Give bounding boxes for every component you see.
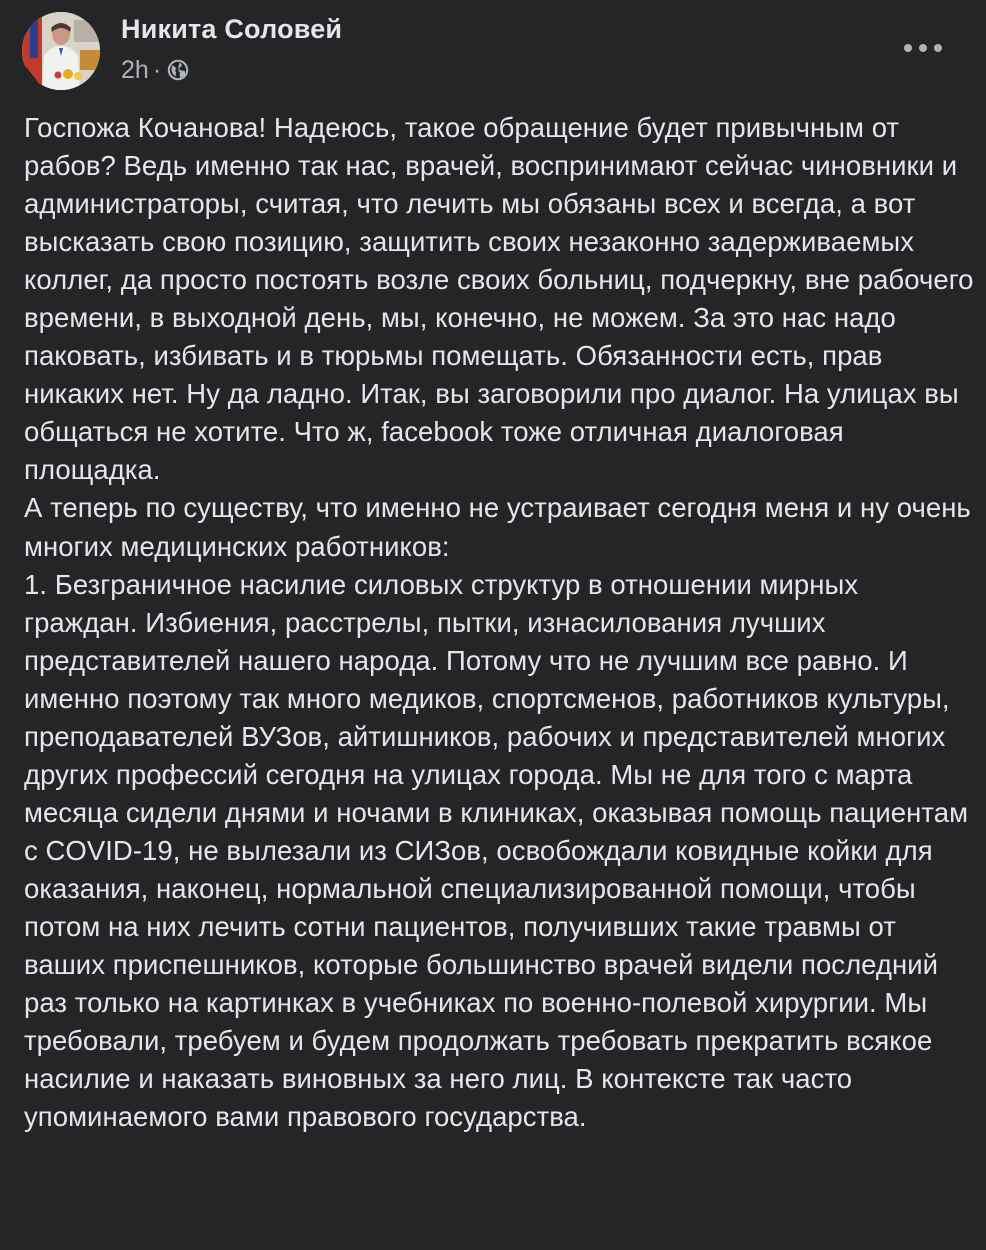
- author-avatar[interactable]: [22, 12, 100, 90]
- post-text: [24, 109, 974, 1136]
- globe-icon[interactable]: [167, 59, 189, 81]
- post-paragraph: А теперь по существу, что именно не устраивает сегодня меня и ну очень многих медицинских работников:: [24, 492, 971, 562]
- more-horizontal-icon: [903, 43, 943, 53]
- author-name[interactable]: Никита Соловей: [121, 14, 343, 44]
- avatar-photo-icon: [22, 12, 100, 90]
- post-meta: [121, 55, 189, 85]
- post-paragraph: Госпожа Кочанова! Надеюсь, такое обращение будет привычным от рабов? Ведь именно так нас, врачей, воспринимают сейчас чиновники и администраторы, считая, что лечить мы обязаны всех и всегда, а вот высказать свою позицию, защитить своих незаконно задерживаемых коллег, да просто постоять возле своих больниц, подчеркну, вне рабочего времени, в выходной день, мы, конечно, не можем. За это нас надо паковать, избивать и в тюрьмы помещать. Обязанности есть, прав никаких нет. Ну да ладно. Итак, вы заговорили про диалог. На улицах вы общаться не хотите. Что ж, facebook тоже отличная диалоговая площадка.: [24, 112, 974, 486]
- more-options-button[interactable]: [898, 30, 948, 66]
- meta-separator: ·: [152, 55, 162, 84]
- post-header: [0, 0, 986, 100]
- post-paragraph: 1. Безграничное насилие силовых структур в отношении мирных граждан. Избиения, расстрелы, пытки, изнасилования лучших представителей нашего народа. Потому что не лучшим все равно. И именно поэтому так много медиков, спортсменов, работников культуры, преподавателей ВУЗов, айтишников, рабочих и представителей многих других профессий сегодня на улицах города. Мы не для того с марта месяца сидели днями и ночами в клиниках, оказывая помощь пациентам с COVID-19, не вылезали из СИЗов, освобождали ковидные койки для оказания, наконец, нормальной специализированной помощи, чтобы потом на них лечить сотни пациентов, получивших такие травмы от ваших приспешников, которые большинство врачей видели последний раз только на картинках в учебниках по военно-полевой хирургии. Мы требовали, требуем и будем продолжать требовать прекратить всякое насилие и наказать виновных за него лиц. В контексте так часто упоминаемого вами правового государства.: [24, 568, 969, 1133]
- post-timestamp[interactable]: 2h: [121, 55, 149, 84]
